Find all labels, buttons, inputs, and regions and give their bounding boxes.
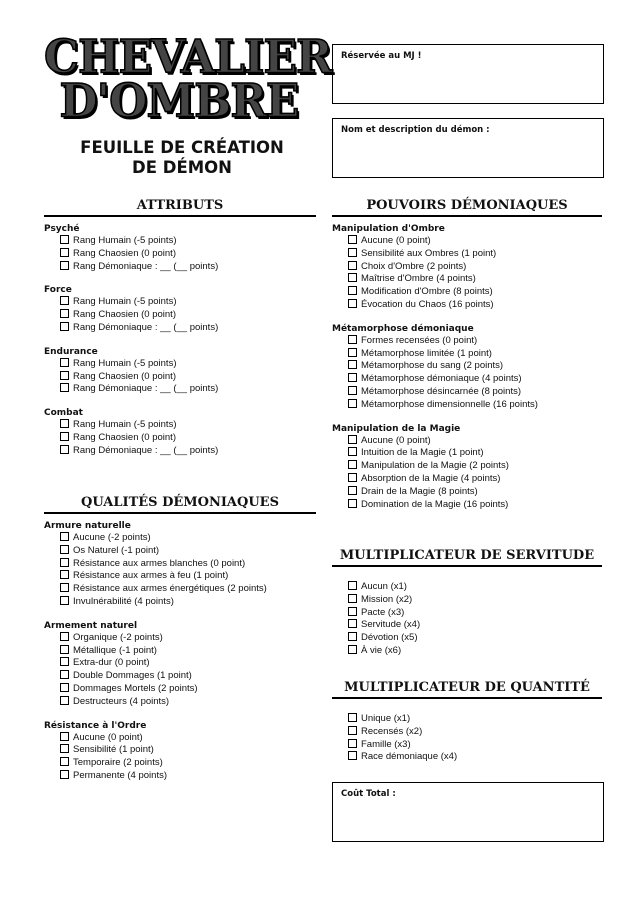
option-list [44, 296, 316, 334]
option-label: Servitude (x4) [361, 619, 421, 631]
checkbox[interactable] [60, 570, 69, 579]
option-label: Os Naturel (-1 point) [73, 544, 160, 556]
checkbox[interactable] [348, 594, 357, 603]
checkbox-option[interactable] [348, 261, 602, 274]
option-group [44, 620, 316, 709]
checkbox[interactable] [348, 739, 357, 748]
option-label: Race démoniaque (x4) [361, 751, 458, 763]
option-label: Rang Humain (-5 points) [73, 296, 177, 308]
checkbox[interactable] [348, 486, 357, 495]
option-label: Rang Humain (-5 points) [73, 419, 177, 431]
checkbox[interactable] [60, 757, 69, 766]
pouvoirs-section [332, 198, 602, 511]
quantite-section [332, 680, 602, 764]
checkbox-option[interactable] [60, 570, 316, 583]
checkbox-option[interactable] [60, 545, 316, 558]
option-group [332, 423, 602, 512]
option-label: Maîtrise d'Ombre (4 points) [361, 273, 476, 285]
checkbox[interactable] [60, 632, 69, 641]
checkbox[interactable] [60, 696, 69, 705]
option-label: Rang Humain (-5 points) [73, 357, 177, 369]
checkbox-option[interactable] [60, 670, 316, 683]
option-label: Domination de la Magie (16 points) [361, 498, 509, 510]
option-label: Drain de la Magie (8 points) [361, 485, 478, 497]
checkbox[interactable] [60, 419, 69, 428]
option-label: Aucune (-2 points) [73, 532, 151, 543]
group-title: Endurance [44, 346, 98, 357]
option-label: Aucune (0 point) [361, 434, 431, 446]
option-list [44, 419, 316, 457]
option-label: Rang Chaosien (0 point) [73, 247, 176, 259]
checkbox-option[interactable] [60, 558, 316, 571]
option-label: Métamorphose dimensionnelle (16 points) [361, 398, 538, 410]
checkbox[interactable] [348, 460, 357, 469]
group-title: Psyché [44, 224, 80, 234]
checkbox[interactable] [348, 360, 357, 369]
checkbox[interactable] [60, 657, 69, 666]
checkbox-option[interactable] [60, 322, 316, 335]
option-label: Rang Chaosien (0 point) [73, 370, 176, 382]
option-list [44, 732, 316, 783]
option-label: Destructeurs (4 points) [73, 695, 170, 707]
checkbox-option[interactable] [60, 432, 316, 445]
checkbox[interactable] [60, 596, 69, 605]
checkbox-option[interactable] [60, 358, 316, 371]
option-label: Métallique (-1 point) [73, 644, 157, 656]
option-label: Permanente (4 points) [73, 769, 167, 781]
option-label: Métamorphose désincarnée (8 points) [361, 385, 522, 397]
option-group [332, 323, 602, 412]
checkbox-option[interactable] [60, 744, 316, 757]
group-title: Combat [44, 408, 83, 419]
checkbox[interactable] [348, 632, 357, 641]
option-label: Résistance aux armes blanches (0 point) [73, 557, 246, 569]
checkbox[interactable] [60, 545, 69, 554]
checkbox[interactable] [348, 335, 357, 344]
option-label: Extra-dur (0 point) [73, 657, 150, 669]
option-label: Temporaire (2 points) [73, 757, 163, 769]
total-box[interactable] [332, 782, 604, 842]
checkbox[interactable] [348, 473, 357, 482]
option-label: Dévotion (x5) [361, 632, 418, 644]
checkbox[interactable] [60, 770, 69, 779]
option-list [332, 235, 602, 312]
checkbox-option[interactable] [348, 713, 602, 726]
checkbox-option[interactable] [348, 286, 602, 299]
attributs-section [44, 198, 316, 458]
option-list [332, 435, 602, 512]
checkbox[interactable] [60, 248, 69, 257]
option-label: Résistance aux armes énergétiques (2 points) [73, 583, 267, 595]
checkbox[interactable] [348, 751, 357, 760]
checkbox[interactable] [348, 447, 357, 456]
option-label: Rang Chaosien (0 point) [73, 309, 176, 321]
checkbox[interactable] [60, 532, 69, 541]
checkbox-option[interactable] [348, 486, 602, 499]
option-label: Unique (x1) [361, 713, 411, 724]
option-label: Aucune (0 point) [73, 731, 143, 743]
option-label: Formes recensées (0 point) [361, 334, 478, 346]
checkbox[interactable] [348, 581, 357, 590]
checkbox-option[interactable] [60, 383, 316, 396]
group-title: Manipulation de la Magie [332, 423, 461, 434]
demon-name-box[interactable] [332, 118, 604, 178]
checkbox-option[interactable] [348, 435, 602, 448]
option-group [44, 720, 316, 783]
qualites-title: QUALITÉS DÉMONIAQUES [44, 495, 316, 514]
checkbox[interactable] [348, 726, 357, 735]
checkbox[interactable] [60, 309, 69, 318]
checkbox-option[interactable] [60, 757, 316, 770]
checkbox-option[interactable] [60, 683, 316, 696]
group-title: Force [44, 285, 72, 296]
option-group [44, 284, 316, 334]
checkbox-option[interactable] [60, 657, 316, 670]
checkbox[interactable] [60, 670, 69, 679]
checkbox-option[interactable] [348, 447, 602, 460]
checkbox-option[interactable] [60, 419, 316, 432]
checkbox[interactable] [348, 499, 357, 508]
group-title: Résistance à l'Ordre [44, 720, 147, 731]
checkbox-option[interactable] [348, 751, 602, 764]
option-label: Rang Démoniaque : __ (__ points) [73, 444, 219, 456]
option-group [44, 346, 316, 396]
option-label: Absorption de la Magie (4 points) [361, 472, 501, 484]
checkbox[interactable] [348, 386, 357, 395]
checkbox-option[interactable] [348, 299, 602, 312]
checkbox-option[interactable] [348, 473, 602, 486]
option-label: Métamorphose démoniaque (4 points) [361, 373, 522, 385]
option-label: Rang Démoniaque : __ (__ points) [73, 321, 219, 333]
checkbox-option[interactable] [348, 581, 602, 594]
checkbox[interactable] [60, 235, 69, 244]
option-label: Invulnérabilité (4 points) [73, 595, 174, 607]
checkbox-option[interactable] [348, 348, 602, 361]
checkbox[interactable] [348, 348, 357, 357]
option-label: Recensés (x2) [361, 725, 423, 737]
option-group [44, 520, 316, 609]
option-label: Rang Chaosien (0 point) [73, 431, 176, 443]
option-group [44, 223, 316, 273]
option-list [44, 358, 316, 396]
checkbox-option[interactable] [348, 335, 602, 348]
checkbox-option[interactable] [348, 399, 602, 412]
checkbox[interactable] [348, 373, 357, 382]
option-label: À vie (x6) [361, 644, 402, 656]
logo-line-2: D'OMBRE [59, 74, 299, 129]
checkbox[interactable] [348, 607, 357, 616]
checkbox-option[interactable] [60, 371, 316, 384]
checkbox[interactable] [60, 683, 69, 692]
checkbox-option[interactable] [60, 235, 316, 248]
checkbox-option[interactable] [60, 596, 316, 609]
checkbox-option[interactable] [348, 726, 602, 739]
checkbox[interactable] [348, 619, 357, 628]
checkbox[interactable] [60, 371, 69, 380]
option-list [44, 235, 316, 273]
option-label: Métamorphose limitée (1 point) [361, 347, 492, 359]
checkbox[interactable] [60, 296, 69, 305]
option-label: Famille (x3) [361, 738, 411, 750]
checkbox-option[interactable] [348, 645, 602, 658]
group-title: Métamorphose démoniaque [332, 323, 474, 334]
servitude-title: MULTIPLICATEUR DE SERVITUDE [332, 548, 602, 567]
option-label: Intuition de la Magie (1 point) [361, 447, 484, 459]
quantite-title: MULTIPLICATEUR DE QUANTITÉ [332, 680, 602, 699]
checkbox-option[interactable] [60, 532, 316, 545]
option-label: Résistance aux armes à feu (1 point) [73, 570, 229, 582]
option-label: Double Dommages (1 point) [73, 670, 192, 682]
checkbox[interactable] [60, 383, 69, 392]
checkbox-option[interactable] [60, 248, 316, 261]
option-list [332, 335, 602, 412]
checkbox[interactable] [348, 235, 357, 244]
option-list [44, 532, 316, 609]
attributs-title: ATTRIBUTS [44, 198, 316, 217]
option-list [44, 632, 316, 709]
group-title: Armement naturel [44, 620, 138, 631]
logo-line-1: CHEVALIER [44, 30, 332, 85]
page-title [44, 138, 320, 178]
option-label: Métamorphose du sang (2 points) [361, 360, 504, 372]
option-group [332, 223, 602, 312]
checkbox-option[interactable] [348, 360, 602, 373]
checkbox[interactable] [348, 645, 357, 654]
checkbox-option[interactable] [348, 739, 602, 752]
checkbox[interactable] [60, 445, 69, 454]
group-title: Armure naturelle [44, 521, 131, 531]
checkbox[interactable] [348, 273, 357, 282]
checkbox-option[interactable] [60, 645, 316, 658]
mj-box[interactable] [332, 44, 604, 104]
group-title: Manipulation d'Ombre [332, 224, 445, 234]
checkbox[interactable] [60, 583, 69, 592]
checkbox[interactable] [348, 299, 357, 308]
checkbox[interactable] [60, 432, 69, 441]
checkbox-option[interactable] [60, 445, 316, 458]
option-label: Rang Démoniaque : __ (__ points) [73, 383, 219, 395]
checkbox[interactable] [348, 261, 357, 270]
option-label: Dommages Mortels (2 points) [73, 682, 198, 694]
option-label: Manipulation de la Magie (2 points) [361, 460, 509, 472]
checkbox[interactable] [348, 286, 357, 295]
checkbox-option[interactable] [60, 632, 316, 645]
checkbox-option[interactable] [348, 460, 602, 473]
checkbox-option[interactable] [60, 296, 316, 309]
option-label: Organique (-2 points) [73, 631, 163, 643]
checkbox[interactable] [60, 732, 69, 741]
checkbox[interactable] [348, 399, 357, 408]
option-label: Modification d'Ombre (8 points) [361, 286, 493, 298]
checkbox[interactable] [348, 713, 357, 722]
demon-name-label: Nom et description du démon : [341, 125, 490, 135]
checkbox-option[interactable] [348, 619, 602, 632]
servitude-section [332, 548, 602, 658]
logo [44, 30, 332, 129]
checkbox-option[interactable] [348, 273, 602, 286]
checkbox-option[interactable] [348, 632, 602, 645]
option-label: Rang Humain (-5 points) [73, 235, 177, 246]
option-label: Sensibilité (1 point) [73, 744, 154, 756]
option-label: Aucune (0 point) [361, 235, 431, 246]
checkbox[interactable] [60, 358, 69, 367]
option-label: Aucun (x1) [361, 581, 407, 592]
option-label: Mission (x2) [361, 593, 413, 605]
checkbox-option[interactable] [60, 583, 316, 596]
option-label: Pacte (x3) [361, 606, 405, 618]
checkbox[interactable] [348, 248, 357, 257]
checkbox[interactable] [60, 744, 69, 753]
checkbox[interactable] [60, 645, 69, 654]
option-label: Choix d'Ombre (2 points) [361, 260, 467, 272]
option-label: Rang Démoniaque : __ (__ points) [73, 260, 219, 272]
checkbox-option[interactable] [348, 499, 602, 512]
option-group [44, 407, 316, 457]
total-label: Coût Total : [341, 789, 396, 799]
title-line-1: FEUILLE DE CRÉATION [80, 138, 284, 157]
qualites-section [44, 495, 316, 783]
title-line-2: DE DÉMON [132, 158, 232, 177]
checkbox-option[interactable] [60, 770, 316, 783]
checkbox[interactable] [348, 435, 357, 444]
checkbox-option[interactable] [348, 235, 602, 248]
option-label: Sensibilité aux Ombres (1 point) [361, 247, 497, 259]
checkbox-option[interactable] [348, 594, 602, 607]
checkbox-option[interactable] [60, 309, 316, 322]
checkbox-option[interactable] [348, 248, 602, 261]
checkbox[interactable] [60, 558, 69, 567]
checkbox-option[interactable] [60, 261, 316, 274]
checkbox-option[interactable] [60, 696, 316, 709]
checkbox-option[interactable] [348, 386, 602, 399]
checkbox-option[interactable] [348, 373, 602, 386]
mj-box-label: Réservée au MJ ! [341, 51, 422, 61]
pouvoirs-title: POUVOIRS DÉMONIAQUES [332, 198, 602, 217]
checkbox-option[interactable] [348, 607, 602, 620]
checkbox[interactable] [60, 261, 69, 270]
checkbox[interactable] [60, 322, 69, 331]
option-label: Évocation du Chaos (16 points) [361, 298, 494, 310]
checkbox-option[interactable] [60, 732, 316, 745]
